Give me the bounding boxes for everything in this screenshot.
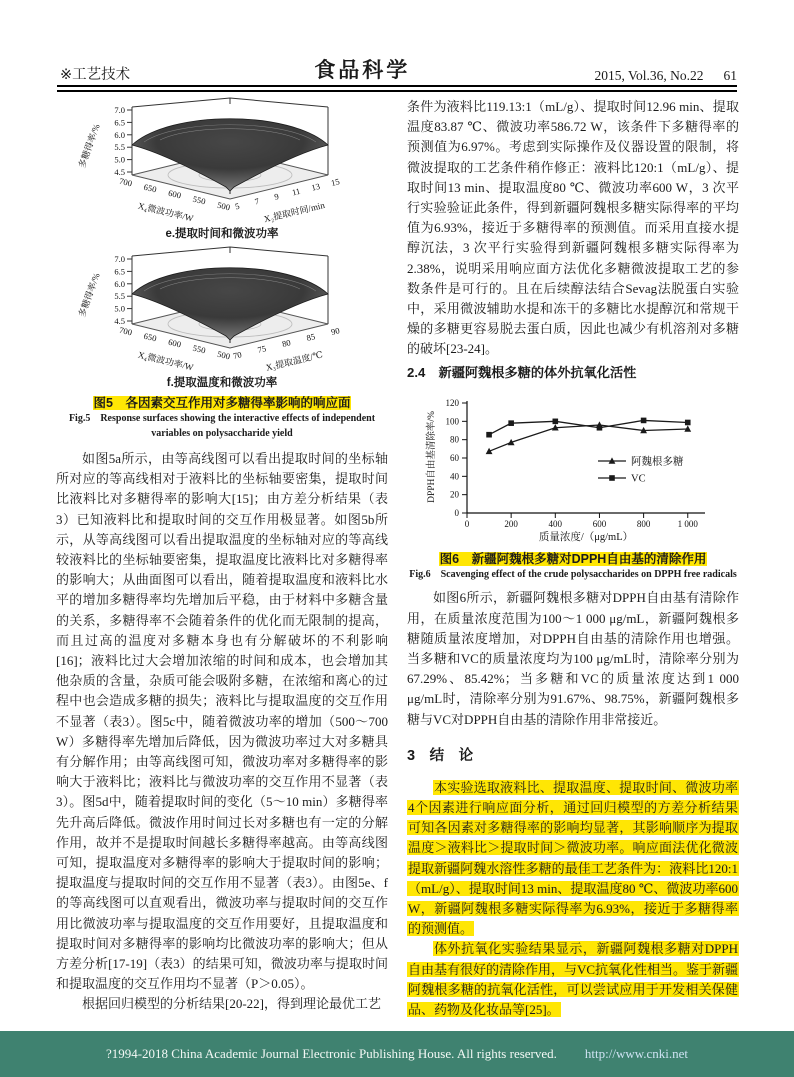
svg-text:6.5: 6.5 (114, 117, 125, 128)
header-double-rule (57, 85, 737, 92)
conclusion-paragraph-2 (407, 939, 739, 1020)
svg-text:700: 700 (118, 324, 134, 338)
svg-text:4.5: 4.5 (114, 316, 125, 326)
svg-text:5.5: 5.5 (114, 142, 125, 153)
surface-f-chart (72, 246, 372, 374)
svg-text:90: 90 (329, 325, 341, 337)
svg-text:550: 550 (191, 193, 207, 207)
conclusion-heading: 3 结 论 (407, 747, 474, 764)
figure6-caption-zh-text: 图6 新疆阿魏根多糖对DPPH自由基的清除作用 (439, 551, 707, 566)
figure6-caption-zh (407, 551, 739, 568)
figure5-panel-e (56, 97, 388, 242)
left-paragraph-2: 根据回归模型的分析结果[20-22]，得到理论最优工艺 (82, 996, 381, 1012)
svg-text:550: 550 (191, 342, 207, 356)
svg-text:X₃提取温度/℃: X₃提取温度/℃ (264, 349, 324, 373)
svg-text:5: 5 (234, 200, 241, 212)
svg-text:70: 70 (231, 349, 243, 361)
svg-text:VC: VC (631, 473, 646, 485)
conclusion-paragraph-1-text: 本实验选取液料比、提取温度、提取时间、微波功率4个因素进行响应面分析，通过回归模型的方差分析结果可知各因素对多糖得率的影响均显著，其影响顺序为提取温度＞液料比＞提取时间＞微波功率。响应面法优化微波提取新疆阿魏水溶性多糖的最佳工艺条件为：液料比120:1（mL/g）、提取时间13 min、提取温度80 ℃、微波功率600 W，新疆阿魏根多糖实际得率为6.93%，接近于多糖得率的预测值。 (408, 779, 738, 937)
svg-text:X₄微波功率/W: X₄微波功率/W (136, 200, 195, 224)
left-paragraph-1: 如图5a所示，由等高线图可以看出提取时间的坐标轴所对应的等高线相对于液料比的坐标轴要密集，提取时间比液料比对多糖得率的影响大[15]；由方差分析结果（表3）已知液料比和提取时间的交互作用极显著。如图5b所示，从等高线图可以看出提取温度的坐标轴对应的等高线较液料比的坐标轴要密集，提取温度比液料比对多糖得率的影响大；从曲面图可以看出，随着提取温度和液料比水平的增加多糖得率均先增加后平稳，由于材料中多糖含量的关系，多糖得率不会随着条件的优化而无限制的提高，而且过高的温度对多糖本身也有分解破坏的不利影响[16]；液料比过大会增加浓缩的时间和成本，也会增加其他杂质的含量，杂质可能会吸附多糖，在浓缩和离心的过程中也会造成多糖的损失；液料比与提取温度的交互作用不显著（表3）。图5c中，随着微波功率的增加（500～700 W）多糖得率先增加后降低，因为微波功率过大对多糖具有分解作用；由等高线图可知，微波功率对多糖得率的影响大于液料比；液料比与微波功率的交互作用不显著（表3）。图5d中，随着提取时间的变化（5～10 min）多糖得率先升高后降低。微波作用时间过长对多糖也有一定的分解作用，故并不是提取时间越长多糖得率越高。由等高线图可知，提取温度对多糖得率的影响大于提取时间的影响；提取温度与提取时间的交互作用不显著（表3）。由图5e、f的等高线图可以直观看出，微波功率与提取时间的交互作用比微波功率与提取温度的交互作用要好，且提取温度和提取时间对多糖得率的影响均比微波功率的影响大；但从方差分析[17-19]（表3）的结果可知，微波功率与提取时间和提取温度的交互作用均不显著（P＞0.05）。 (56, 451, 388, 992)
svg-text:650: 650 (142, 330, 158, 344)
svg-text:500: 500 (216, 199, 232, 213)
svg-text:5.5: 5.5 (114, 291, 125, 302)
journal-title: 食品科学 (314, 59, 411, 82)
svg-text:7.0: 7.0 (114, 254, 125, 264)
svg-text:1 000: 1 000 (677, 518, 698, 529)
svg-text:7: 7 (253, 195, 261, 207)
svg-text:阿魏根多糖: 阿魏根多糖 (631, 456, 684, 468)
svg-text:7.0: 7.0 (114, 105, 125, 115)
svg-text:20: 20 (450, 489, 459, 500)
section-label: ※工艺技术 (60, 67, 131, 83)
svg-text:0: 0 (464, 518, 470, 529)
svg-text:6.0: 6.0 (114, 278, 125, 289)
page-header (60, 54, 737, 84)
svg-text:0: 0 (454, 507, 459, 518)
svg-text:650: 650 (142, 181, 158, 195)
surface-e-caption: e.提取时间和微波功率 (165, 228, 279, 240)
svg-text:5.0: 5.0 (114, 303, 125, 314)
left-column (56, 97, 388, 1015)
figure6-caption-en: Fig.6 Scavenging effect of the crude polysaccharides on DPPH free radicals (409, 568, 737, 580)
svg-text:100: 100 (445, 415, 459, 426)
svg-text:X₂提取时间/min: X₂提取时间/min (262, 199, 326, 225)
svg-text:6.0: 6.0 (114, 129, 125, 140)
figure5-caption-en-line2: variables on polysaccharide yield (151, 427, 293, 439)
svg-text:85: 85 (305, 331, 317, 343)
svg-text:15: 15 (329, 176, 341, 188)
figure6-block (407, 385, 739, 583)
conclusion-paragraph-1 (407, 778, 739, 940)
figure5-caption-zh-text: 图5 各因素交互作用对多糖得率影响的响应面 (93, 396, 351, 410)
svg-text:9: 9 (273, 191, 280, 202)
section-heading-2-4: 2.4 新疆阿魏根多糖的体外抗氧化活性 (407, 364, 637, 380)
footer-url[interactable]: http://www.cnki.net (584, 1046, 689, 1061)
svg-text:6.5: 6.5 (114, 266, 125, 277)
figure5-caption-zh (56, 395, 388, 412)
svg-text:800: 800 (636, 518, 651, 529)
svg-text:多糖得率/%: 多糖得率/% (76, 122, 102, 170)
svg-text:200: 200 (504, 518, 518, 529)
svg-text:80: 80 (450, 434, 459, 445)
svg-text:80: 80 (280, 337, 292, 349)
svg-text:75: 75 (256, 343, 268, 355)
svg-text:60: 60 (450, 452, 459, 463)
svg-text:质量浓度/（μg/mL）: 质量浓度/（μg/mL） (538, 531, 634, 543)
page-number: 61 (723, 68, 737, 83)
right-paragraph-fig6: 如图6所示，新疆阿魏根多糖对DPPH自由基有清除作用，在质量浓度范围为100～1 000 μg/mL，新疆阿魏根多糖随质量浓度增加，对DPPH自由基的清除作用也增强。当多糖和VC的质量浓度均为100 μg/mL时，清除率分别为67.29%、85.42%；当多糖和VC的质量浓度达到1 000 μg/mL时，清除率分别为91.67%、98.75%，新疆阿魏根多糖与VC对DPPH自由基的清除作用非常接近。 (407, 590, 739, 727)
footer-copyright: ?1994-2018 China Academic Journal Electronic Publishing House. All rights reserved. (105, 1046, 557, 1061)
fig6-chart (423, 385, 723, 543)
issue-info (594, 68, 737, 84)
svg-text:X₄微波功率/W: X₄微波功率/W (136, 349, 195, 373)
issue-text: 2015, Vol.36, No.22 (594, 68, 704, 83)
svg-text:13: 13 (310, 181, 321, 193)
figure5-panel-f (56, 246, 388, 391)
svg-text:11: 11 (290, 185, 302, 198)
svg-text:500: 500 (216, 348, 232, 362)
svg-text:120: 120 (445, 397, 459, 408)
svg-text:多糖得率/%: 多糖得率/% (76, 271, 102, 319)
svg-text:600: 600 (167, 187, 183, 201)
svg-text:400: 400 (548, 518, 563, 529)
svg-text:DPPH自由基清除率/%: DPPH自由基清除率/% (427, 410, 437, 503)
surface-f-caption: f.提取温度和微波功率 (166, 377, 278, 389)
right-column (407, 97, 739, 1020)
svg-text:4.5: 4.5 (114, 167, 125, 177)
svg-text:40: 40 (450, 470, 459, 481)
svg-text:600: 600 (592, 518, 607, 529)
svg-text:600: 600 (167, 336, 183, 350)
footer-bar (0, 1031, 794, 1077)
right-paragraph-continuation: 条件为液料比119.13:1（mL/g）、提取时间12.96 min、提取温度83.87 ℃、微波功率586.72 W，该条件下多糖得率的预测值为6.97%。考虑到实际操作及仪器设置的限制，将微波提取的工艺条件稍作修正：液料比120:1（mL/g）、提取时间13 min、提取温度80 ℃、微波功率600 W，3 次平行实验验证此条件，得到新疆阿魏根多糖实际得率的平均值为6.93%，接近于多糖得率的预测值。而采用直接水提醇沉法，3 次平行实验得到新疆阿魏根多糖实际得率为2.38%，说明采用响应面方法优化多糖微波提取工艺的参数条件是可行的。且在后续醇法结合Sevag法脱蛋白实验中，采用微波辅助水提和冻干的多糖比水提醇沉和常规干燥的多糖更容易脱去蛋白质，因此也减少有机溶剂对多糖的破坏[23-24]。 (407, 99, 739, 357)
conclusion-paragraph-2-text: 体外抗氧化实验结果显示，新疆阿魏根多糖对DPPH自由基有很好的清除作用，与VC抗氧化性相当。鉴于新疆阿魏根多糖的抗氧化活性，可以尝试应用于开发相关保健品、药物及化妆品等[25]。 (408, 941, 739, 1017)
figure5-caption-en-line1: Fig.5 Response surfaces showing the interactive effects of independent (68, 413, 376, 424)
svg-text:700: 700 (118, 175, 134, 189)
svg-text:5.0: 5.0 (114, 154, 125, 165)
surface-e-chart (72, 97, 372, 225)
